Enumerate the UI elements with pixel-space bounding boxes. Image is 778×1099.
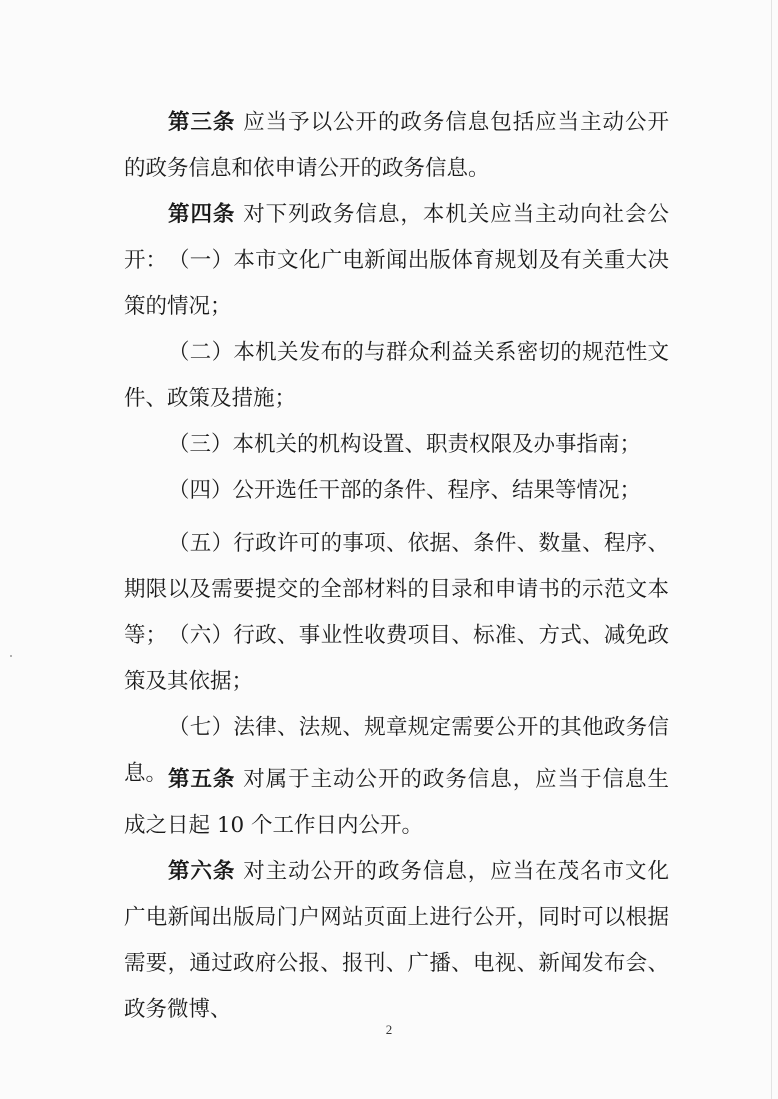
- list-item-1: （一）本市文化广电新闻出版体育规划及有关重大决策的情况；: [124, 248, 669, 319]
- article-number: 第三条: [168, 110, 236, 135]
- page-number: 2: [385, 1022, 393, 1037]
- article-text: 对主动公开的政务信息，应当在茂名市文化广电新闻出版局门户网站页面上进行公开，同时可以根据需要，通过政府公报、报刊、广播、电视、新闻发布会、政务微博、: [124, 859, 669, 1022]
- article-6: [124, 849, 669, 1033]
- article-number: 第六条: [168, 859, 236, 884]
- list-item-3: （三）本机关的机构设置、职责权限及办事指南；: [168, 432, 642, 457]
- article-number: 第四条: [168, 202, 236, 227]
- list-item-4: （四）公开选任干部的条件、程序、结果等情况；: [168, 478, 642, 503]
- article-text: 对下列政务信息，本机关应当主动向社会公开：: [124, 202, 669, 273]
- scan-edge-divider: [771, 0, 772, 1099]
- list-item-6: （六）行政、事业性收费项目、标准、方式、减免政策及其依据；: [124, 623, 669, 694]
- article-text: 应当予以公开的政务信息包括应当主动公开的政务信息和依申请公开的政务信息。: [124, 110, 669, 181]
- article-3: [124, 100, 669, 192]
- scan-speck: [10, 655, 12, 657]
- list-item-2: （二）本机关发布的与群众利益关系密切的规范性文件、政策及措施；: [124, 340, 669, 411]
- list-item-7: （七）法律、法规、规章规定需要公开的其他政务信息。: [124, 715, 669, 786]
- article-number: 第五条: [168, 767, 236, 792]
- article-text: 对属于主动公开的政务信息，应当于信息生成之日起 10 个工作日内公开。: [124, 767, 669, 838]
- article-5: [124, 757, 669, 849]
- list-item-5: （五）行政许可的事项、依据、条件、数量、程序、期限以及需要提交的全部材料的目录和申请书的示范文本等；: [124, 531, 669, 648]
